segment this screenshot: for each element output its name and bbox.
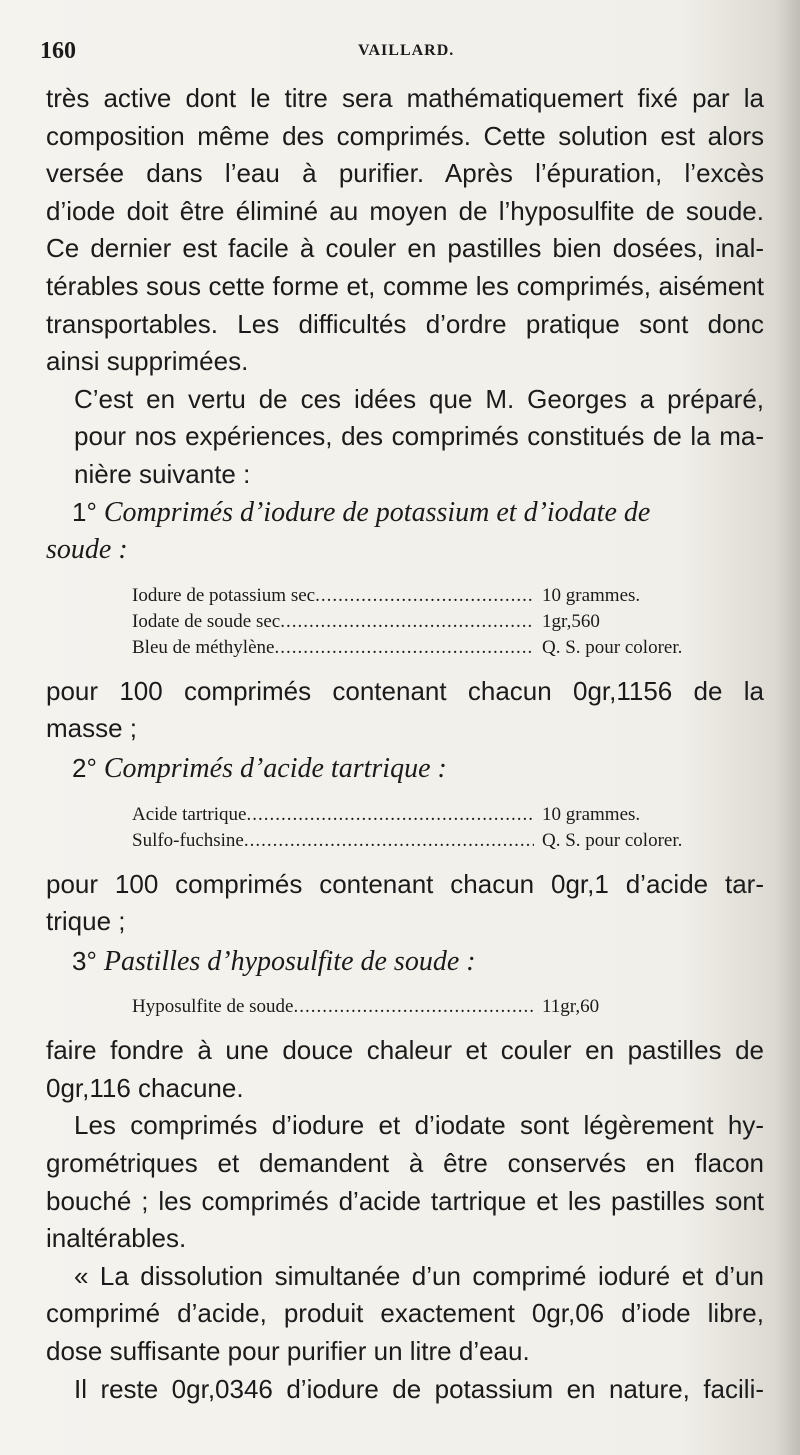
recipe-row xyxy=(132,609,692,635)
text-line: térables sous cette forme et, comme les comprimés, aisément xyxy=(46,270,764,301)
quantity: 11gr,60 xyxy=(542,996,600,1018)
leader-dots xyxy=(315,583,534,609)
heading-text: Comprimés d’acide tartrique : xyxy=(103,752,447,784)
quantity: 1gr,560 xyxy=(542,610,600,632)
paragraph-8 xyxy=(46,1371,764,1409)
heading-text: soude : xyxy=(46,534,128,566)
text-line: pour 100 comprimés contenant chacun 0gr,1 d’acide tar- xyxy=(46,868,764,899)
ingredient: Sulfo-fuchsine xyxy=(132,829,244,851)
section-heading-2 xyxy=(46,750,764,788)
text-line: masse ; xyxy=(46,713,138,744)
text-line: nière suivante : xyxy=(74,458,251,489)
running-head: VAILLARD. xyxy=(358,42,455,59)
text-line: C’est en vertu de ces idées que M. Georges a préparé, xyxy=(74,383,764,414)
text-line: très active dont le titre sera mathématiquemert fixé par la xyxy=(46,83,764,113)
quantity: Q. S. pour colorer. xyxy=(542,636,683,658)
page-header xyxy=(40,30,770,70)
text-line: comprimé d’acide, produit exactement 0gr,06 d’iode libre, xyxy=(46,1298,764,1329)
text-line: Il reste 0gr,0346 d’iodure de potassium en nature, facili- xyxy=(74,1373,764,1404)
ingredient: Iodate de soude sec xyxy=(132,610,281,632)
text-line: bouché ; les comprimés d’acide tartrique et les pastilles sont xyxy=(46,1185,764,1216)
page-number: 160 xyxy=(40,38,76,64)
text-line: inaltérables. xyxy=(46,1223,187,1254)
text-line: pour nos expériences, des comprimés constitués de la ma- xyxy=(74,421,764,452)
text-line: Les comprimés d’iodure et d’iodate sont légèrement hy- xyxy=(74,1110,764,1141)
paragraph-3 xyxy=(46,673,764,748)
recipe-table-1 xyxy=(132,583,692,661)
ingredient: Iodure de potassium sec xyxy=(132,584,316,606)
leader-dots xyxy=(293,994,534,1020)
leader-dots xyxy=(246,802,534,828)
section-heading-1 xyxy=(46,494,764,532)
paragraph-7 xyxy=(46,1258,764,1371)
text-line: « La dissolution simultanée d’un comprimé ioduré et d’un xyxy=(74,1260,764,1291)
page-body xyxy=(46,80,764,1408)
ingredient: Acide tartrique xyxy=(132,803,247,825)
recipe-row xyxy=(132,994,692,1020)
recipe-table-3 xyxy=(132,994,692,1020)
text-line: pour 100 comprimés contenant chacun 0gr,1156 de la xyxy=(46,675,764,706)
text-line: ainsi supprimées. xyxy=(46,346,249,377)
leader-dots xyxy=(280,609,534,635)
section-heading-3 xyxy=(46,943,764,981)
paragraph-1 xyxy=(46,80,764,381)
text-line: 0gr,116 chacune. xyxy=(46,1072,244,1103)
recipe-row xyxy=(132,583,692,609)
text-line: d’iode doit être éliminé au moyen de l’hyposulfite de soude. xyxy=(46,195,764,226)
paragraph-2 xyxy=(46,381,764,494)
text-line: versée dans l’eau à purifier. Après l’épuration, l’excès xyxy=(46,158,764,189)
leader-dots xyxy=(244,828,534,854)
recipe-row xyxy=(132,802,692,828)
recipe-row xyxy=(132,828,692,854)
text-line: grométriques et demandent à être conservés en flacon xyxy=(46,1148,764,1179)
paragraph-4 xyxy=(46,866,764,941)
text-line: transportables. Les difficultés d’ordre pratique sont donc xyxy=(46,308,764,339)
section-heading-1-cont xyxy=(46,531,764,569)
text-line: dose suffisante pour purifier un litre d’eau. xyxy=(46,1336,530,1367)
text-line: Ce dernier est facile à couler en pastilles bien dosées, inal- xyxy=(46,233,764,264)
text-line: composition même des comprimés. Cette solution est alors xyxy=(46,120,764,151)
heading-text: Comprimés d’iodure de potassium et d’iodate de xyxy=(103,496,651,528)
heading-text: Pastilles d’hyposulfite de soude : xyxy=(103,945,476,977)
heading-number: 3° xyxy=(72,945,97,976)
leader-dots xyxy=(274,635,534,661)
quantity: 10 grammes. xyxy=(542,803,641,825)
ingredient: Hyposulfite de soude xyxy=(132,996,294,1018)
recipe-row xyxy=(132,635,692,661)
text-line: faire fondre à une douce chaleur et couler en pastilles de xyxy=(46,1035,764,1066)
text-line: trique ; xyxy=(46,906,126,937)
paragraph-6 xyxy=(46,1107,764,1257)
heading-number: 1° xyxy=(72,496,97,527)
quantity: Q. S. pour colorer. xyxy=(542,829,683,851)
ingredient: Bleu de méthylène xyxy=(132,636,275,658)
quantity: 10 grammes. xyxy=(542,584,641,606)
heading-number: 2° xyxy=(72,752,97,783)
paragraph-5 xyxy=(46,1032,764,1107)
recipe-table-2 xyxy=(132,802,692,854)
